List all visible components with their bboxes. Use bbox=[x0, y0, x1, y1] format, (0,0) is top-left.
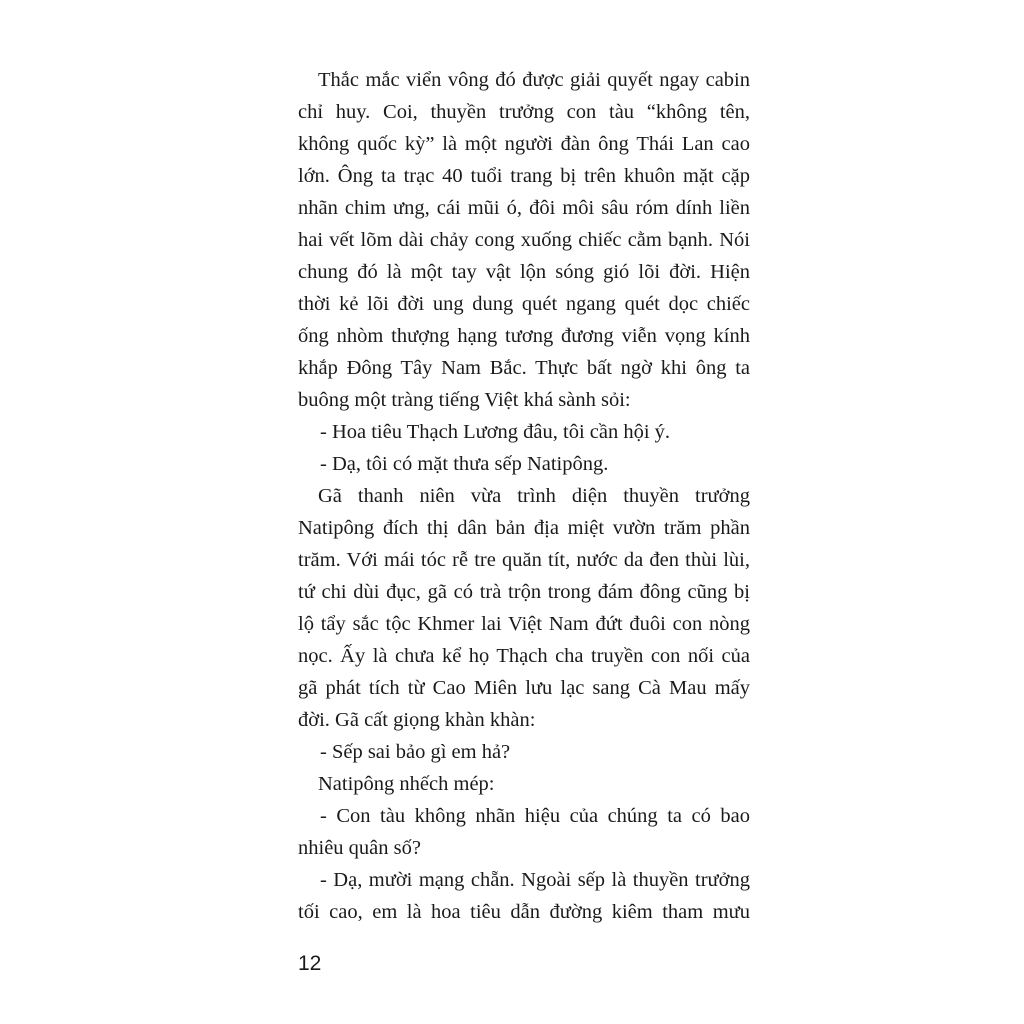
text-line: chỉ huy. Coi, thuyền trưởng con tàu “không tên, bbox=[298, 101, 750, 123]
page-number: 12 bbox=[298, 952, 322, 975]
text-line: Natipông nhếch mép: bbox=[318, 773, 495, 795]
dialogue-line: - Dạ, mười mạng chẵn. Ngoài sếp là thuyền trưởng bbox=[320, 869, 750, 891]
text-line: gã phát tích từ Cao Miên lưu lạc sang Cà Mau mấy bbox=[298, 677, 750, 699]
text-line: nhiêu quân số? bbox=[298, 837, 421, 859]
text-line: thời kẻ lõi đời ung dung quét ngang quét dọc chiếc bbox=[298, 293, 750, 315]
dialogue-line: - Con tàu không nhãn hiệu của chúng ta có bao bbox=[320, 805, 750, 827]
text-line: tối cao, em là hoa tiêu dẫn đường kiêm tham mưu bbox=[298, 901, 750, 923]
body-text bbox=[298, 64, 750, 928]
text-line: buông một tràng tiếng Việt khá sành sỏi: bbox=[298, 389, 631, 411]
text-line: nọc. Ấy là chưa kể họ Thạch cha truyền con nối của bbox=[298, 645, 750, 667]
text-line: nhãn chim ưng, cái mũi ó, đôi môi sâu róm dính liền bbox=[298, 197, 750, 219]
text-line: lộ tẩy sắc tộc Khmer lai Việt Nam đứt đuôi con nòng bbox=[298, 613, 750, 635]
text-line: không quốc kỳ” là một người đàn ông Thái Lan cao bbox=[298, 133, 750, 155]
dialogue-line: - Dạ, tôi có mặt thưa sếp Natipông. bbox=[320, 453, 609, 475]
text-line: lớn. Ông ta trạc 40 tuổi trang bị trên khuôn mặt cặp bbox=[298, 165, 750, 187]
text-line: Natipông đích thị dân bản địa miệt vườn trăm phần bbox=[298, 517, 750, 539]
text-line: ống nhòm thượng hạng tương đương viễn vọng kính bbox=[298, 325, 750, 347]
text-line: đời. Gã cất giọng khàn khàn: bbox=[298, 709, 536, 731]
dialogue-line: - Hoa tiêu Thạch Lương đâu, tôi cần hội ý. bbox=[320, 421, 671, 443]
text-line: Thắc mắc viển vông đó được giải quyết ngay cabin bbox=[318, 69, 750, 91]
text-line: trăm. Với mái tóc rễ tre quăn tít, nước da đen thùi lùi, bbox=[298, 549, 750, 571]
text-line: chung đó là một tay vật lộn sóng gió lõi đời. Hiện bbox=[298, 261, 750, 283]
text-line: khắp Đông Tây Nam Bắc. Thực bất ngờ khi ông ta bbox=[298, 357, 750, 379]
text-line: Gã thanh niên vừa trình diện thuyền trưởng bbox=[318, 485, 750, 507]
text-line: tứ chi dùi đục, gã có trà trộn trong đám đông cũng bị bbox=[298, 581, 750, 603]
dialogue-line: - Sếp sai bảo gì em hả? bbox=[320, 741, 511, 763]
text-line: hai vết lõm dài chảy cong xuống chiếc cằm bạnh. Nói bbox=[298, 229, 750, 251]
